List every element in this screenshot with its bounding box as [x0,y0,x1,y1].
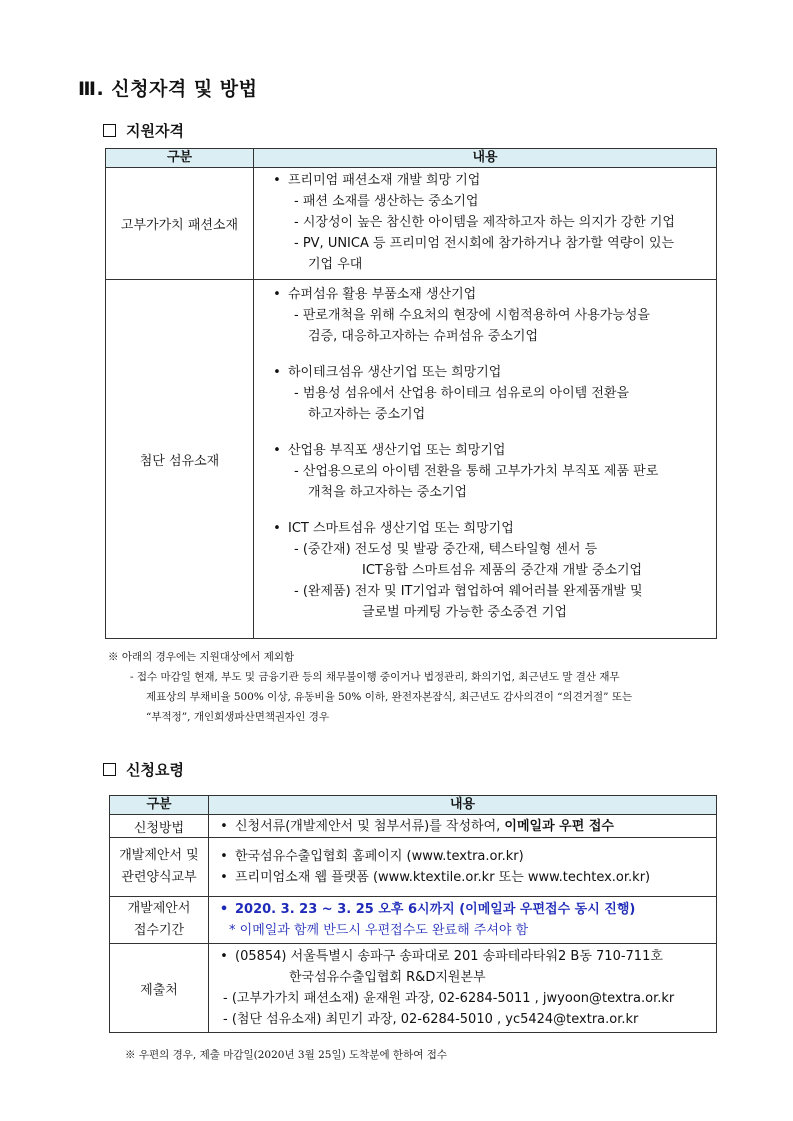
bullet-icon: • [273,365,281,380]
bullet-icon: • [220,818,228,834]
bullet-icon: • [273,287,281,302]
list-item: • 프리미엄 패션소재 개발 희망 기업 [266,170,716,191]
row-content [209,944,717,1033]
table-row [110,944,717,1033]
table-header-row [110,796,717,815]
section-title: Ⅲ. 신청자격 및 방법 [78,78,258,100]
list-item: - (완제품) 전자 및 IT기업과 협업하여 웨어러블 완제품개발 및 [294,584,643,599]
list-item: - 범용성 섬유에서 산업용 하이테크 섬유로의 아이템 전환을 [294,386,630,401]
row-content [254,168,717,280]
table-header-row [106,149,717,168]
bullet-icon: • [219,902,229,917]
list-item: - 시장성이 높은 참신한 아이템을 제작하고자 하는 의지가 강한 기업 [294,215,675,230]
row-category [110,838,209,897]
category-line: 관련양식교부 [121,870,197,885]
row-category [110,897,209,944]
checkbox-square-icon [103,124,116,137]
list-item: • 하이테크섬유 생산기업 또는 희망기업 [266,362,716,383]
note-line: - 접수 마감일 현재, 부도 및 금융기관 등의 채무불이행 중이거나 법정관리, 화의기업, 최근년도 말 결산 재무 [130,671,620,683]
list-item: - (첨단 섬유소재) 최민기 과장, 02-6284-5010 , yc5424@textra.or.kr [223,1012,639,1027]
bullet-icon: • [220,870,228,885]
row-content [209,897,717,944]
list-item: 개척을 하고자하는 중소기업 [308,485,467,500]
footnote: ※ 우편의 경우, 제출 마감일(2020년 3월 25일) 도착분에 한하여 접수 [125,1049,447,1061]
note-line: 제표상의 부채비율 500% 이상, 유동비율 50% 이하, 완전자본잠식, 최근년도 감사의견이 “의견거절” 또는 [146,691,633,703]
eligibility-heading [103,120,184,141]
list-item: 글로벌 마케팅 가능한 중소중견 기업 [362,605,567,620]
row-category: 고부가가치 패션소재 [106,168,254,280]
column-header-category: 구분 [106,149,254,168]
note-line: “부적정”, 개인회생파산면책권자인 경우 [146,711,330,723]
column-header-content: 내용 [209,796,717,815]
list-item: 하고자하는 중소기업 [308,407,426,422]
eligibility-table [105,148,717,639]
row-content [209,815,717,838]
category-line: 접수기간 [133,923,185,938]
list-item: • 슈퍼섬유 활용 부품소재 생산기업 [266,284,716,305]
table-row [110,838,717,897]
row-content [254,280,717,639]
column-header-category: 구분 [110,796,209,815]
list-item: - 판로개척을 위해 수요처의 현장에 시험적용하여 사용가능성을 [294,308,650,323]
list-item: • ICT 스마트섬유 생산기업 또는 희망기업 [266,518,716,539]
emphasis-text: 이메일과 우편 접수 [504,818,614,834]
list-item: • 프리미엄소재 웹 플랫폼 (www.ktextile.or.kr 또는 www.techtex.or.kr) [213,867,716,888]
bullet-icon: • [273,443,281,458]
bullet-icon: • [220,849,228,864]
list-item: 기업 우대 [308,257,363,272]
application-heading [103,759,184,780]
category-line: 개발제안서 및 [119,848,199,863]
list-item: 검증, 대응하고자하는 슈퍼섬유 중소기업 [308,329,539,344]
list-item: ICT융합 스마트섬유 제품의 중간재 개발 중소기업 [362,563,643,578]
list-item: * 이메일과 함께 반드시 우편접수도 완료해 주셔야 함 [229,923,529,938]
note-title: ※ 아래의 경우에는 지원대상에서 제외함 [108,651,295,663]
list-item: • 신청서류(개발제안서 및 첨부서류)를 작성하여, 이메일과 우편 접수 [213,816,716,837]
checkbox-square-icon [103,763,116,776]
bullet-icon: • [273,173,281,188]
application-table [109,795,717,1033]
period-text: 2020. 3. 23 ~ 3. 25 오후 6시까지 (이메일과 우편접수 동시 진행) [235,902,636,917]
list-item: - (고부가가치 패션소재) 윤재원 과장, 02-6284-5011 , jwyoon@textra.or.kr [223,991,675,1006]
list-item: - (중간재) 전도성 및 발광 중간재, 텍스타일형 센서 등 [294,542,598,557]
column-header-content: 내용 [254,149,717,168]
table-row [110,815,717,838]
list-item: • (05854) 서울특별시 송파구 송파대로 201 송파테라타워2 B동 710-711호 [213,946,716,967]
list-item: • 산업용 부직포 생산기업 또는 희망기업 [266,440,716,461]
list-item: • 한국섬유수출입협회 홈페이지 (www.textra.or.kr) [213,846,716,867]
application-heading-label: 신청요령 [126,761,184,779]
list-item: - 패션 소재를 생산하는 중소기업 [294,194,479,209]
list-item [213,899,716,920]
row-category: 첨단 섬유소재 [106,280,254,639]
row-category: 제출처 [110,944,209,1033]
eligibility-heading-label: 지원자격 [126,122,184,140]
list-item: - PV, UNICA 등 프리미엄 전시회에 참가하거나 참가할 역량이 있는 [294,236,675,251]
category-line: 개발제안서 [127,901,191,916]
table-row [106,168,717,280]
table-row [110,897,717,944]
row-content [209,838,717,897]
table-row [106,280,717,639]
bullet-icon: • [220,949,228,964]
list-item: 한국섬유수출입협회 R&D지원본부 [289,970,486,985]
bullet-icon: • [273,521,281,536]
list-item: - 산업용으로의 아이템 전환을 통해 고부가가치 부직포 제품 판로 [294,464,659,479]
exclusion-note [108,647,728,727]
row-category: 신청방법 [110,815,209,838]
